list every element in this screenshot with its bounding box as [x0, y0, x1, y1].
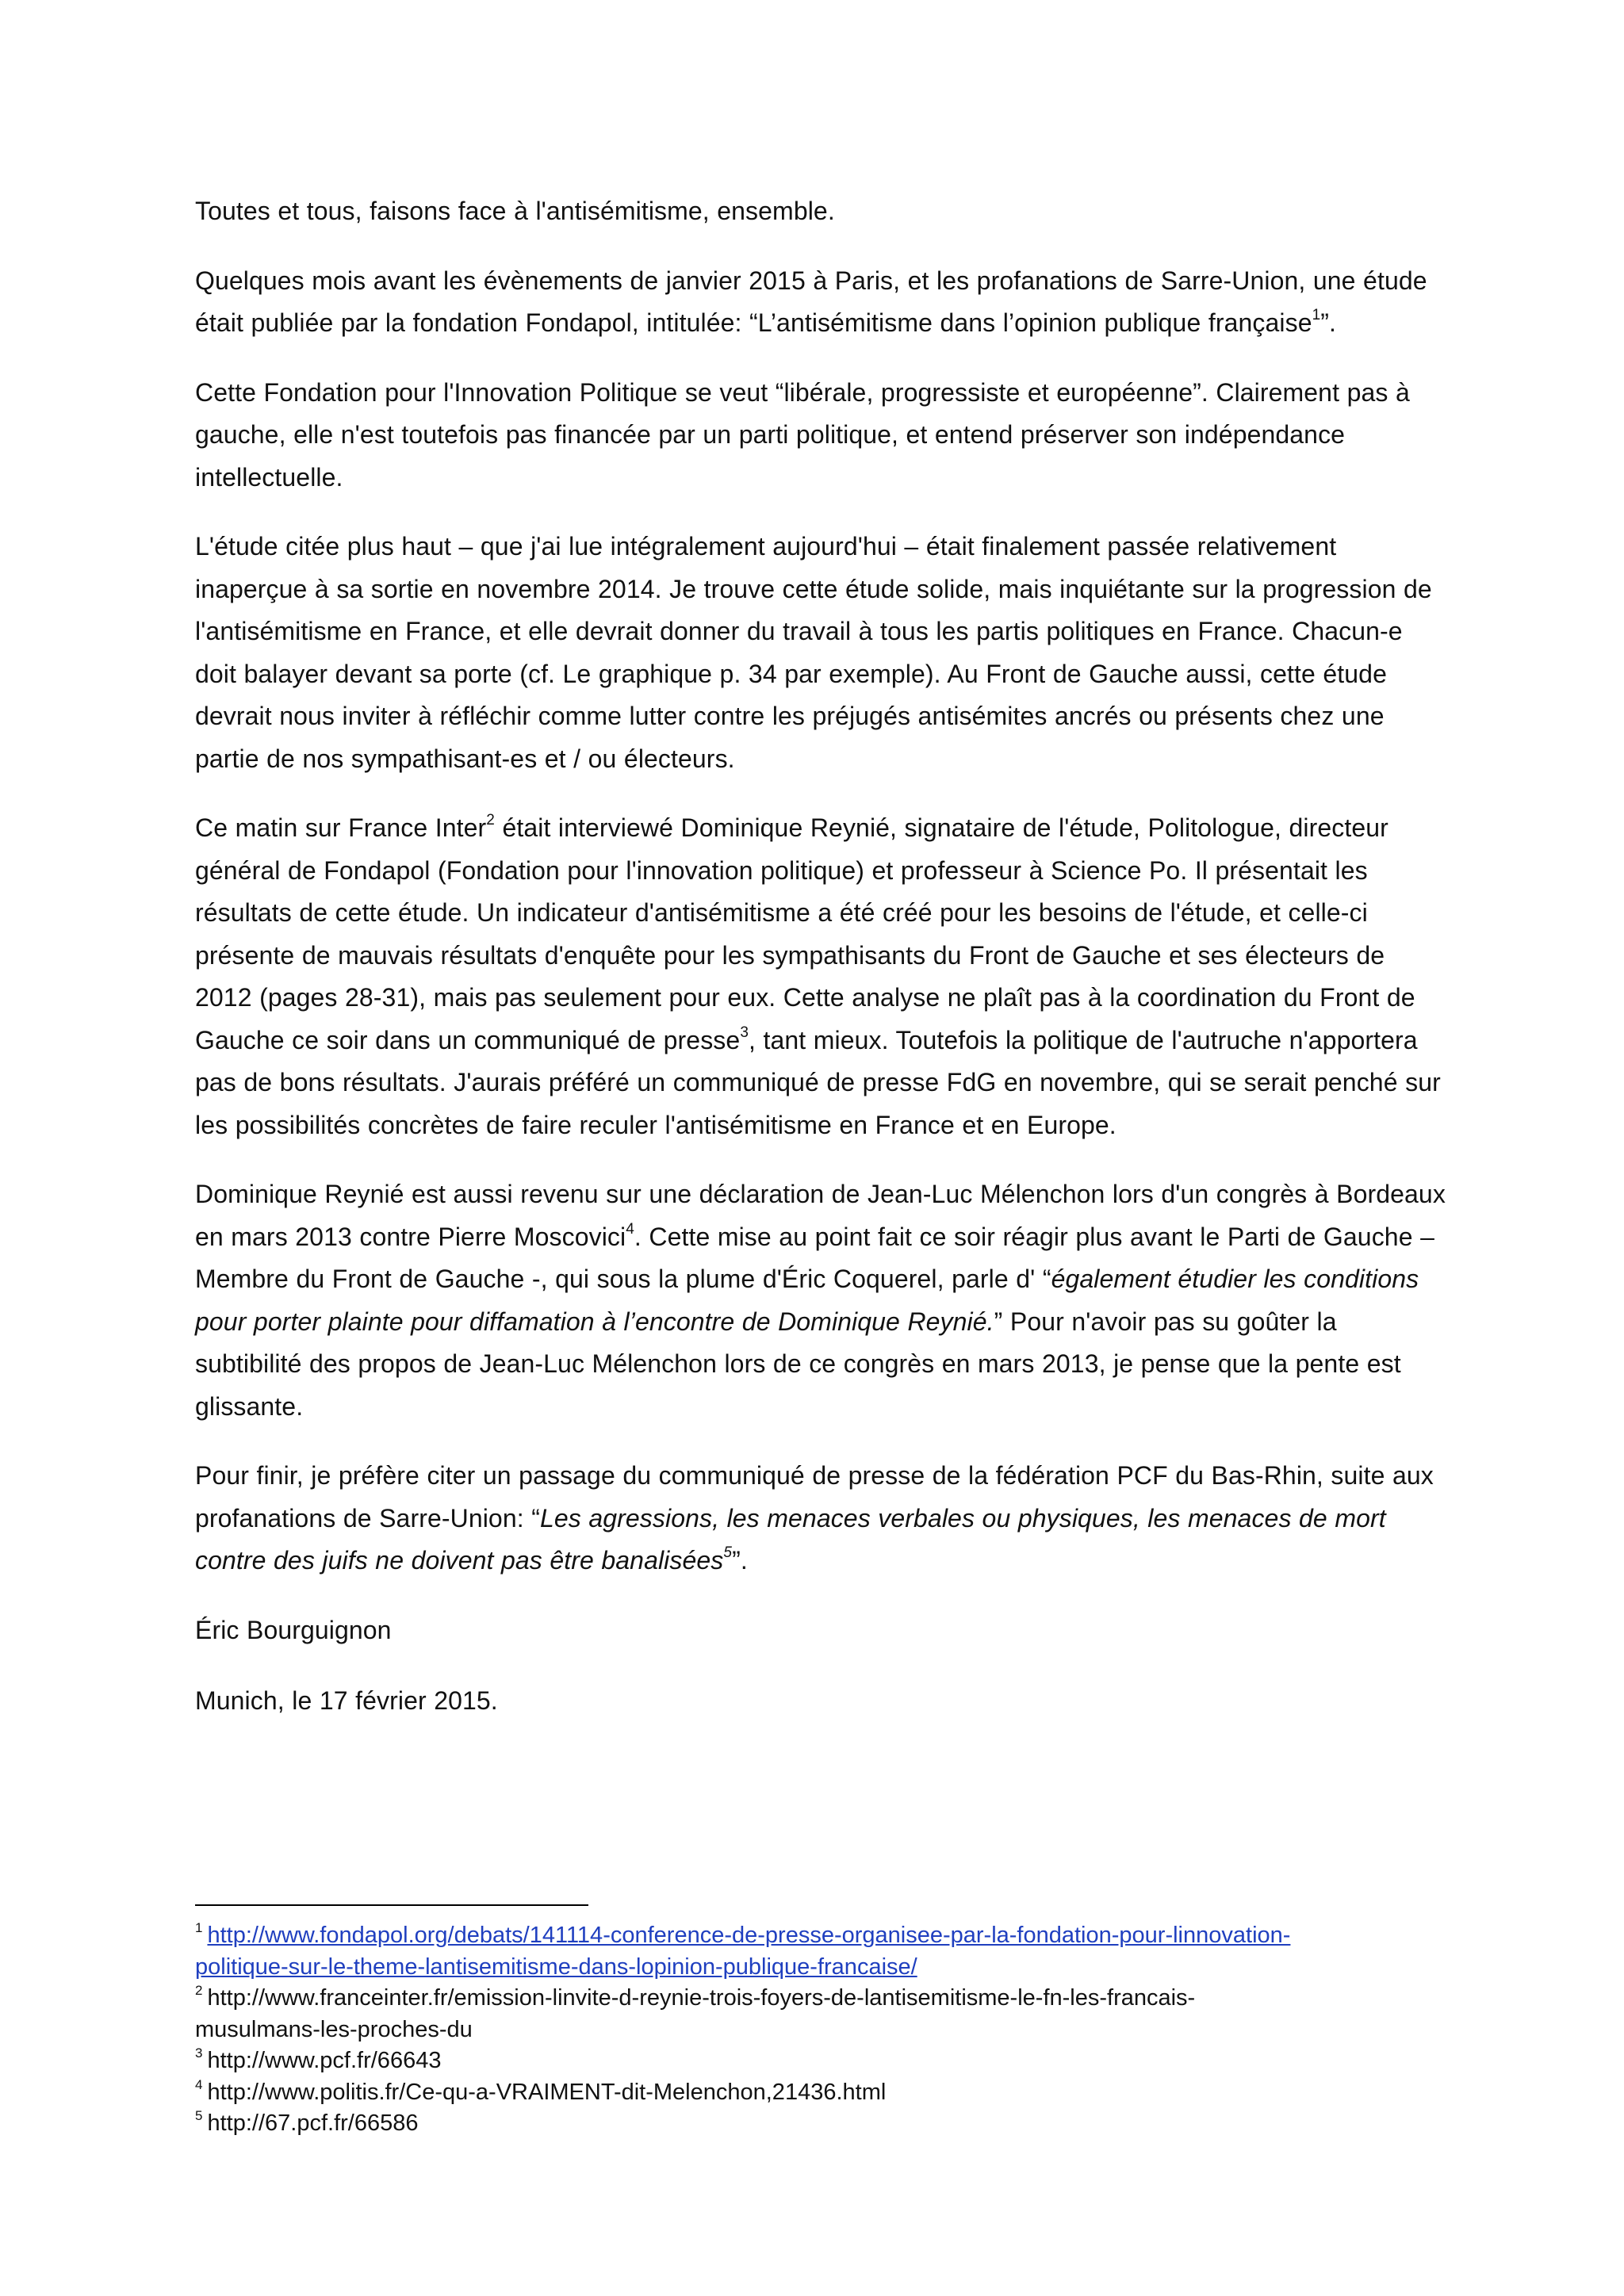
document-body	[195, 190, 1448, 1750]
footnote-ref-3[interactable]: 3	[740, 1024, 749, 1041]
footnote-link-1-cont[interactable]: politique-sur-le-theme-lantisemitisme-dans-lopinion-publique-francaise/	[195, 1954, 917, 1980]
footnote-link-1[interactable]: http://www.fondapol.org/debats/141114-conference-de-presse-organisee-par-la-fondation-pour-linnovation-	[207, 1923, 1291, 1948]
footnote-1	[195, 1920, 1464, 1983]
text-segment: Cette Fondation pour l'Innovation Politique se veut “libérale, progressiste et européenne”. Clairement pas à gauche, elle n'est toutefois pas financée par un parti politique, et entend préserver son indépendance intellectuelle.	[195, 377, 1410, 492]
text-segment: ” Pour n'avoir pas su goûter la subtibilité des propos de Jean-Luc Mélenchon lors de ce congrès en mars 2013, je pense que la pente est glissante.	[195, 1307, 1401, 1421]
footnote-url-3: http://www.pcf.fr/66643	[207, 2048, 442, 2073]
text-segment: Dominique Reynié est aussi revenu sur une déclaration de Jean-Luc Mélenchon lors d'un congrès à Bordeaux en mars 2013 contre Pierre Moscovici	[195, 1180, 1446, 1251]
paragraph-pcf-quote	[195, 1455, 1448, 1582]
footnote-3	[195, 2045, 1464, 2077]
footnote-ref-5[interactable]: 5	[723, 1544, 733, 1562]
place-date	[195, 1680, 1448, 1723]
signature-text: Éric Bourguignon	[195, 1615, 392, 1644]
intro-text: Toutes et tous, faisons face à l'antisémitisme, ensemble.	[195, 197, 835, 225]
paragraph-melenchon	[195, 1173, 1448, 1428]
footnote-5	[195, 2108, 1464, 2140]
text-segment: , tant mieux. Toutefois la politique de l'autruche n'apportera pas de bons résultats. J'aurais préféré un communiqué de presse FdG en novembre, qui se serait penché sur les possibilités concrètes de faire reculer l'antisémitisme en France et en Europe.	[195, 1025, 1441, 1139]
footnotes-section	[195, 1904, 1464, 2140]
footnote-url-5: http://67.pcf.fr/66586	[207, 2110, 419, 2136]
paragraph-study-analysis	[195, 526, 1448, 780]
footnote-url-2-cont: musulmans-les-proches-du	[195, 2016, 473, 2042]
footnote-2	[195, 1983, 1464, 2045]
footnote-ref-4[interactable]: 4	[626, 1220, 634, 1238]
footnote-number: 3	[195, 2045, 203, 2061]
place-date-text: Munich, le 17 février 2015.	[195, 1686, 498, 1715]
footnote-number: 1	[195, 1920, 203, 1936]
footnote-number: 5	[195, 2108, 203, 2124]
text-segment: Pour finir, je préfère citer un passage du communiqué de presse de la fédération PCF du Bas-Rhin, suite aux profanations de Sarre-Union: “	[195, 1461, 1434, 1533]
text-segment: Quelques mois avant les évènements de janvier 2015 à Paris, et les profanations de Sarre-Union, une étude était publiée par la fondation Fondapol, intitulée: “L’antisémitisme dans l’opinion publique française	[195, 266, 1427, 337]
text-segment: Ce matin sur France Inter	[195, 813, 487, 842]
footnote-number: 2	[195, 1983, 203, 1999]
paragraph-intro	[195, 190, 1448, 233]
footnote-separator	[195, 1904, 588, 1906]
footnote-number: 4	[195, 2076, 203, 2092]
text-segment: était interviewé Dominique Reynié, signataire de l'étude, Politologue, directeur général de Fondapol (Fondation pour l'innovation politique) et professeur à Science Po. Il présentait les résultats de cette étude. Un indicateur d'antisémitisme a été créé pour les besoins de l'étude, et celle-ci présente de mauvais résultats d'enquête pour les sympathisants du Front de Gauche et ses électeurs de 2012 (pages 28-31), mais pas seulement pour eux. Cette analyse ne plaît pas à la coordination du Front de Gauche ce soir dans un communiqué de presse	[195, 813, 1415, 1054]
footnote-ref-2[interactable]: 2	[486, 812, 495, 829]
paragraph-fondation-description	[195, 372, 1448, 499]
text-segment: ”.	[732, 1546, 748, 1575]
quote-italic: également étudier les conditions pour porter plainte pour diffamation à l’encontre de Dominique Reynié.	[195, 1265, 1419, 1336]
text-segment: . Cette mise au point fait ce soir réagir plus avant le Parti de Gauche – Membre du Front de Gauche -, qui sous la plume d'Éric Coquerel, parle d' “	[195, 1222, 1434, 1293]
paragraph-fondapol-study	[195, 260, 1448, 345]
footnote-ref-1[interactable]: 1	[1312, 307, 1321, 324]
signature	[195, 1609, 1448, 1652]
text-segment: L'étude citée plus haut – que j'ai lue intégralement aujourd'hui – était finalement passée relativement inaperçue à sa sortie en novembre 2014. Je trouve cette étude solide, mais inquiétante sur la progression de l'antisémitisme en France, et elle devrait donner du travail à tous les partis politiques en France. Chacun-e doit balayer devant sa porte (cf. Le graphique p. 34 par exemple). Au Front de Gauche aussi, cette étude devrait nous inviter à réfléchir comme lutter contre les préjugés antisémites ancrés ou présents chez une partie de nos sympathisant-es et / ou électeurs.	[195, 532, 1432, 773]
paragraph-france-inter	[195, 807, 1448, 1146]
footnote-url-4: http://www.politis.fr/Ce-qu-a-VRAIMENT-dit-Melenchon,21436.html	[207, 2079, 887, 2105]
text-segment: ”.	[1320, 308, 1337, 337]
footnote-4	[195, 2077, 1464, 2109]
quote-text: Les agressions, les menaces verbales ou physiques, les menaces de mort contre des juifs ne doivent pas être banalisées	[195, 1503, 1386, 1575]
footnote-url-2: http://www.franceinter.fr/emission-linvite-d-reynie-trois-foyers-de-lantisemitisme-le-fn-les-francais-	[207, 1985, 1196, 2011]
